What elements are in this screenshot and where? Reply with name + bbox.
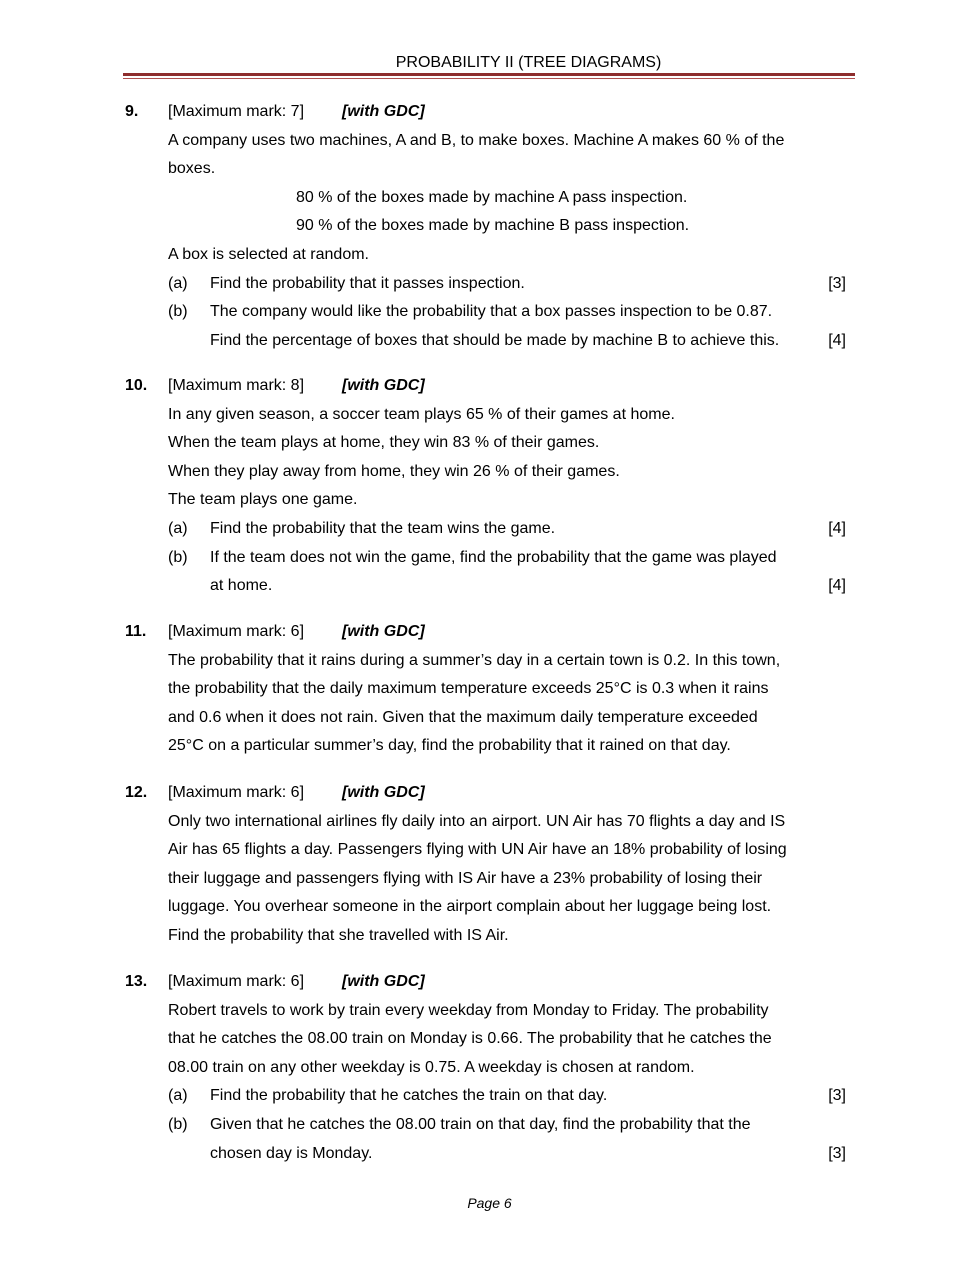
question-13 <box>125 968 855 1168</box>
part-text: Find the percentage of boxes that should be made by machine B to achieve this. <box>210 331 780 349</box>
question-text: and 0.6 when it does not rain. Given that the maximum daily temperature exceeded <box>168 708 758 726</box>
question-text: 08.00 train on any other weekday is 0.75. A weekday is chosen at random. <box>168 1058 695 1076</box>
part-label: (a) <box>168 519 188 537</box>
indented-text: 90 % of the boxes made by machine B pass inspection. <box>296 217 690 235</box>
question-number: 11. <box>125 623 147 640</box>
part-text: Given that he catches the 08.00 train on that day, find the probability that the <box>210 1115 751 1133</box>
question-text: the probability that the daily maximum temperature exceeds 25°C is 0.3 when it rains <box>168 680 769 698</box>
part-mark: [3] <box>828 274 846 292</box>
part-text: at home. <box>210 577 273 595</box>
header-rule-thin <box>123 78 855 79</box>
question-text: their luggage and passengers flying with IS Air have a 23% probability of losing their <box>168 869 763 887</box>
question-number: 12. <box>125 784 148 801</box>
gdc-note: [with GDC] <box>342 103 425 120</box>
question-text: The team plays one game. <box>168 491 358 509</box>
gdc-note: [with GDC] <box>342 623 425 640</box>
part-text: chosen day is Monday. <box>210 1144 373 1162</box>
part-mark: [4] <box>828 331 846 349</box>
part-label: (a) <box>168 1087 188 1105</box>
question-number: 13. <box>125 973 148 990</box>
question-text: When they play away from home, they win 26 % of their games. <box>168 462 620 480</box>
part-label: (b) <box>168 303 188 321</box>
question-text: A company uses two machines, A and B, to make boxes. Machine A makes 60 % of the <box>168 131 785 149</box>
question-9 <box>125 98 855 355</box>
max-mark: [Maximum mark: 8] <box>168 377 305 394</box>
question-text: that he catches the 08.00 train on Monday is 0.66. The probability that he catches the <box>168 1030 772 1048</box>
header-rule <box>123 73 855 76</box>
question-text: The probability that it rains during a summer’s day in a certain town is 0.2. In this town, <box>168 651 781 669</box>
part-text: Find the probability that it passes inspection. <box>210 274 525 292</box>
gdc-note: [with GDC] <box>342 784 425 801</box>
page-number: Page 6 <box>467 1195 512 1211</box>
max-mark: [Maximum mark: 6] <box>168 623 305 640</box>
part-mark: [3] <box>828 1087 846 1105</box>
max-mark: [Maximum mark: 6] <box>168 784 305 801</box>
max-mark: [Maximum mark: 6] <box>168 973 305 990</box>
question-number: 10. <box>125 377 148 394</box>
question-text: Air has 65 flights a day. Passengers flying with UN Air have an 18% probability of losing <box>168 841 787 859</box>
question-text: In any given season, a soccer team plays 65 % of their games at home. <box>168 405 675 423</box>
question-11 <box>125 618 855 761</box>
gdc-note: [with GDC] <box>342 973 425 990</box>
part-label: (b) <box>168 548 188 566</box>
part-mark: [4] <box>828 519 846 537</box>
part-text: If the team does not win the game, find the probability that the game was played <box>210 548 777 566</box>
question-text: Robert travels to work by train every weekday from Monday to Friday. The probability <box>168 1001 769 1019</box>
part-label: (b) <box>168 1115 188 1133</box>
page-header <box>0 54 979 72</box>
gdc-note: [with GDC] <box>342 377 425 394</box>
part-label: (a) <box>168 274 188 292</box>
part-mark: [4] <box>828 577 846 595</box>
question-text: When the team plays at home, they win 83 % of their games. <box>168 434 600 452</box>
question-number: 9. <box>125 103 139 120</box>
question-10 <box>125 372 855 601</box>
part-text: Find the probability that he catches the train on that day. <box>210 1087 608 1105</box>
question-text: A box is selected at random. <box>168 245 369 263</box>
question-text: Find the probability that she travelled with IS Air. <box>168 926 509 944</box>
question-text: boxes. <box>168 160 216 178</box>
question-text: Only two international airlines fly daily into an airport. UN Air has 70 flights a day and IS <box>168 812 786 830</box>
question-text: 25°C on a particular summer’s day, find the probability that it rained on that day. <box>168 737 731 755</box>
part-mark: [3] <box>828 1144 846 1162</box>
header-title: PROBABILITY II (TREE DIAGRAMS) <box>395 54 662 71</box>
question-12 <box>125 779 855 951</box>
indented-text: 80 % of the boxes made by machine A pass inspection. <box>296 188 688 206</box>
max-mark: [Maximum mark: 7] <box>168 103 305 120</box>
part-text: The company would like the probability that a box passes inspection to be 0.87. <box>210 303 773 321</box>
page-footer <box>0 1195 979 1211</box>
question-text: luggage. You overhear someone in the airport complain about her luggage being lost. <box>168 898 772 916</box>
part-text: Find the probability that the team wins the game. <box>210 519 556 537</box>
